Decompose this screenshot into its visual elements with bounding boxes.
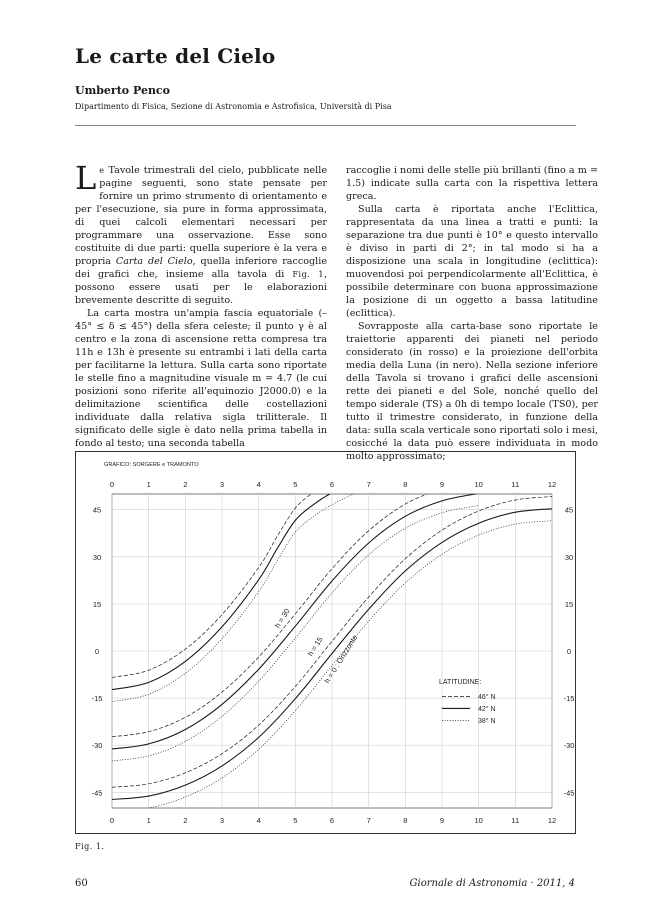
paragraph — [75, 159, 328, 307]
paragraph: raccoglie i nomi delle stelle più brillanti (fino a m = 1.5) indicate sulla carta con la rispettiva lettera greca. — [346, 165, 598, 202]
page-number: 60 — [75, 878, 88, 889]
x-tick-label-bottom: 1 — [146, 816, 151, 825]
curve-label: h = 30 — [272, 606, 292, 630]
figure-reference: Fig. 1 — [292, 270, 324, 279]
x-tick-label-top: 1 — [146, 480, 151, 489]
y-tick-label-left: 15 — [92, 599, 102, 609]
curve-label: h = 0 : Orizzonte — [322, 633, 360, 685]
x-tick-label-bottom: 0 — [109, 816, 115, 825]
paragraph-text: , possono essere usati per le elaborazioni brevemente descritte di seguito. — [75, 269, 328, 306]
y-tick-label-left: 0 — [94, 647, 100, 656]
drop-cap: L — [75, 159, 97, 197]
y-tick-label-left: -15 — [91, 694, 103, 704]
paragraph-text: Tavole trimestrali del cielo, pubblicate nelle pagine seguenti, sono state pensate per fornire un primo strumento di orientamento e per l'esecuzione, sia pure in forma approssimata, di quei calcoli elementari necessari per programmare una osservazione. Esse sono costituite di due parti: quella superiore è la vera e propria — [75, 165, 327, 267]
y-tick-label-right: -45 — [563, 788, 575, 798]
legend-title: LATITUDINE: — [439, 678, 482, 686]
x-tick-label-top: 11 — [511, 480, 520, 489]
small-caps-lead: e — [99, 166, 105, 175]
y-tick-label-left: -45 — [91, 788, 103, 798]
paragraph: Sovrapposte alla carta-base sono riportate le traiettorie apparenti dei pianeti nel periodo considerato (in rosso) e la proiezione dell'orbita media della Luna (in nero). Nella sezione inferiore della Tavola si trovano i grafici delle ascensioni rette dei pianeti e del Sole, nonché quello del tempo siderale (TS) a 0h di tempo locale (TS0), per tutto il trimestre considerato, in funzione della data: sulla scala verticale sono riportati solo i mesi, cosicché la data può essere individuata in modo molto approssimato; — [346, 321, 598, 462]
x-tick-label-bottom: 9 — [439, 816, 445, 825]
paragraph: La carta mostra un'ampia fascia equatoriale (–45° ≤ δ ≤ 45°) della sfera celeste; il punto γ è al centro e la zona di ascensione retta compresa tra 11h e 13h è presente su entrambi i lati della carta per facilitarne la lettura. Sulla carta sono riportate le stelle fino a magnitudine visuale m = 4.7 (le cui posizioni sono riferite all'equinozio J2000.0) e la delimitazione scientifica delle costellazioni individuate dalla relativa sigla trilitterale. Il significato delle sigle è dato nella prima tabella in fondo al testo; una seconda tabella — [75, 308, 327, 449]
x-tick-label-top: 12 — [547, 480, 557, 489]
x-tick-label-top: 8 — [403, 480, 408, 489]
x-tick-label-top: 9 — [439, 480, 445, 489]
text-column-right — [346, 164, 598, 463]
x-tick-label-top: 7 — [366, 480, 371, 489]
curve-h30-lat42 — [112, 485, 350, 690]
legend-label: 38° N — [478, 717, 496, 725]
x-tick-label-bottom: 4 — [256, 816, 261, 825]
y-tick-label-left: -30 — [91, 741, 103, 751]
text-column-left — [75, 159, 328, 450]
x-tick-label-top: 10 — [474, 480, 483, 489]
author-name: Umberto Penco — [75, 84, 170, 97]
chart-svg — [76, 452, 575, 833]
curve-h30-lat46 — [109, 473, 343, 677]
legend-label: 46° N — [478, 693, 496, 701]
x-tick-label-top: 2 — [183, 480, 188, 489]
x-tick-label-bottom: 10 — [474, 816, 483, 825]
y-tick-label-right: 0 — [566, 647, 572, 656]
y-tick-label-right: 30 — [564, 552, 574, 562]
curve-label: h = 15 — [305, 635, 325, 658]
x-tick-label-top: 4 — [256, 480, 261, 489]
x-tick-label-bottom: 7 — [366, 816, 371, 825]
x-tick-label-top: 3 — [219, 480, 225, 489]
x-tick-label-bottom: 2 — [183, 816, 188, 825]
legend-label: 42° N — [478, 705, 496, 713]
figure-rise-set-chart — [75, 451, 576, 834]
y-tick-label-right: 45 — [564, 505, 574, 515]
paragraph-text: , quella inferiore raccoglie dei grafici che, insieme alla tavola di — [75, 256, 327, 280]
header-rule — [75, 125, 576, 126]
x-tick-label-top: 5 — [293, 480, 298, 489]
y-tick-label-right: -15 — [563, 694, 575, 704]
x-tick-label-bottom: 11 — [511, 816, 520, 825]
x-tick-label-bottom: 6 — [329, 816, 335, 825]
journal-name: Giornale di Astronomia · 2011, 4 — [409, 878, 575, 889]
author-affiliation: Dipartimento di Fisica, Sezione di Astronomia e Astrofisica, Università di Pisa — [75, 102, 392, 111]
paragraph: Sulla carta è riportata anche l'Eclittica, rappresentata da una linea a tratti e punti: la separazione tra due punti è 10° e questo intervallo è diviso in parti di 2°; in tal modo si ha a disposizione una scala in longitudine (eclittica): muovendosi poi perpendicolarmente all'Eclittica, è possibile determinare con buona approssimazione la posizione di un oggetto a bassa latitudine (eclittica). — [346, 204, 598, 319]
x-tick-label-bottom: 3 — [219, 816, 225, 825]
x-tick-label-bottom: 12 — [547, 816, 557, 825]
article-title: Le carte del Cielo — [75, 44, 276, 68]
chart-title: GRAFICO: SORGERE e TRAMONTO — [104, 462, 199, 468]
emphasis-text: Carta del Cielo — [115, 256, 193, 267]
x-tick-label-bottom: 5 — [293, 816, 298, 825]
y-tick-label-right: 15 — [564, 599, 574, 609]
y-tick-label-right: -30 — [563, 741, 575, 751]
x-tick-label-bottom: 8 — [403, 816, 408, 825]
figure-caption: Fig. 1. — [75, 842, 105, 851]
x-tick-label-top: 6 — [329, 480, 335, 489]
y-tick-label-left: 45 — [92, 505, 102, 515]
x-tick-label-top: 0 — [109, 480, 115, 489]
y-tick-label-left: 30 — [92, 552, 102, 562]
